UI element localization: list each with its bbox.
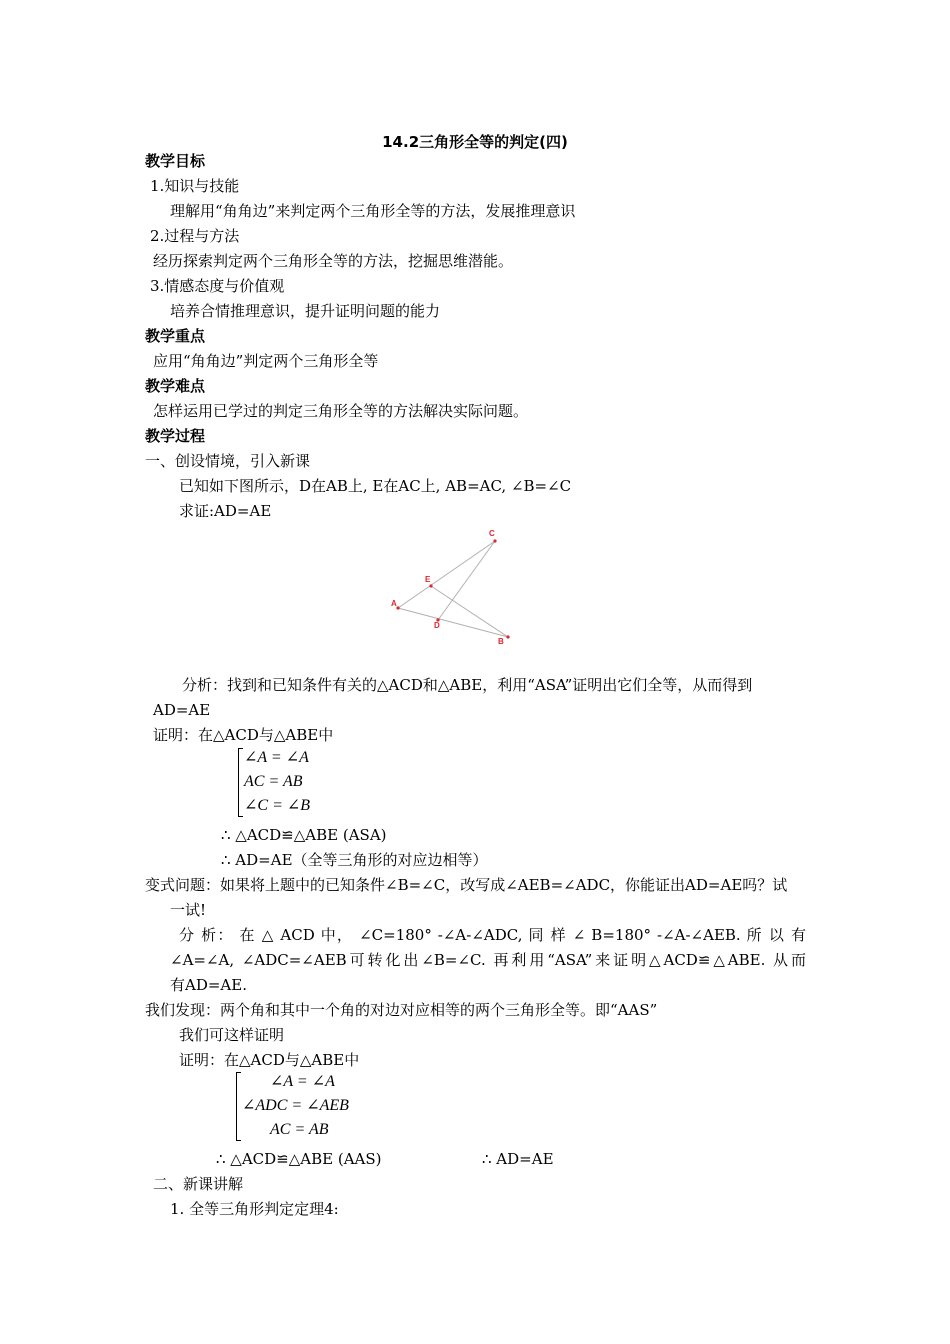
point-b <box>506 635 509 638</box>
label-b: B <box>498 637 504 646</box>
difficulty-text: 怎样运用已学过的判定三角形全等的方法解决实际问题。 <box>153 402 529 420</box>
label-d: D <box>434 621 440 630</box>
goal-item-2-text: 经历探索判定两个三角形全等的方法，挖掘思维潜能。 <box>153 252 514 270</box>
proof-1-line-1: ∠A = ∠A <box>244 749 309 766</box>
section-1-heading: 一、创设情境，引入新课 <box>145 452 311 470</box>
point-c <box>493 539 496 542</box>
proof-2-brace <box>236 1072 237 1140</box>
proof-1-line-2: AC = AB <box>244 773 303 790</box>
proof-2-line-2: ∠ADC = ∠AEB <box>242 1097 349 1114</box>
process-heading: 教学过程 <box>145 427 206 445</box>
analysis-2-line-3: 有AD=AE. <box>170 976 247 994</box>
proof-1-line-3: ∠C = ∠B <box>244 797 311 814</box>
label-c: C <box>489 529 495 538</box>
label-a: A <box>391 599 397 608</box>
analysis-1-line-1: 分析：找到和已知条件有关的△ACD和△ABE，利用“ASA”证明出它们全等，从而得到 <box>182 676 753 694</box>
difficulty-heading: 教学难点 <box>145 377 206 395</box>
prove-text: 求证:AD=AE <box>179 502 272 520</box>
proof-2-line-3: AC = AB <box>270 1121 329 1138</box>
page-title: 14.2三角形全等的判定(四) <box>382 133 568 151</box>
proof-1-intro: 证明：在△ACD与△ABE中 <box>153 726 334 744</box>
analysis-2-line-2: ∠A=∠A, ∠ADC=∠AEB可转化出∠B=∠C. 再利用“ASA”来证明△ACD≌△ABE. 从而 <box>170 951 806 969</box>
goal-item-1-text: 理解用“角角边”来判定两个三角形全等的方法，发展推理意识 <box>170 202 576 220</box>
proof-2-conclusion-2: ∴ AD=AE <box>482 1150 554 1168</box>
variant-question-line-1: 变式问题：如果将上题中的已知条件∠B=∠C，改写成∠AEB=∠ADC，你能证出AD=AE吗？试 <box>145 876 788 894</box>
proof-1-conclusion-1: ∴ △ACD≌△ABE (ASA) <box>221 826 387 844</box>
can-prove-text: 我们可这样证明 <box>179 1026 285 1044</box>
goal-item-1: 1.知识与技能 <box>150 177 240 195</box>
theorem-heading: 1. 全等三角形判定定理4: <box>170 1200 339 1218</box>
proof-2-conclusion-1: ∴ △ACD≌△ABE (AAS) <box>216 1150 382 1168</box>
variant-question-line-2: 一试! <box>170 901 207 919</box>
label-e: E <box>425 575 431 584</box>
analysis-1-line-2: AD=AE <box>153 701 211 719</box>
key-point-text: 应用“角角边”判定两个三角形全等 <box>153 352 379 370</box>
goal-item-3: 3.情感态度与价值观 <box>150 277 285 295</box>
triangle-figure <box>385 522 525 652</box>
goal-item-2: 2.过程与方法 <box>150 227 240 245</box>
key-point-heading: 教学重点 <box>145 327 206 345</box>
analysis-2-line-1: 分 析： 在 △ ACD 中， ∠C=180° -∠A-∠ADC, 同 样 ∠ B=180° -∠A-∠AEB. 所 以 有 <box>179 926 806 944</box>
goals-heading: 教学目标 <box>145 152 206 170</box>
point-a <box>396 606 399 609</box>
proof-2-line-1: ∠A = ∠A <box>270 1073 335 1090</box>
proof-1-brace <box>238 748 239 816</box>
proof-2-intro: 证明：在△ACD与△ABE中 <box>179 1051 360 1069</box>
given-text: 已知如下图所示，D在AB上, E在AC上, AB=AC, ∠B=∠C <box>179 477 572 495</box>
discovery-text: 我们发现：两个角和其中一个角的对边对应相等的两个三角形全等。即“AAS” <box>145 1001 658 1019</box>
section-2-heading: 二、新课讲解 <box>153 1175 244 1193</box>
goal-item-3-text: 培养合情推理意识，提升证明问题的能力 <box>170 302 441 320</box>
point-e <box>429 584 432 587</box>
proof-1-conclusion-2: ∴ AD=AE（全等三角形的对应边相等） <box>221 851 488 869</box>
